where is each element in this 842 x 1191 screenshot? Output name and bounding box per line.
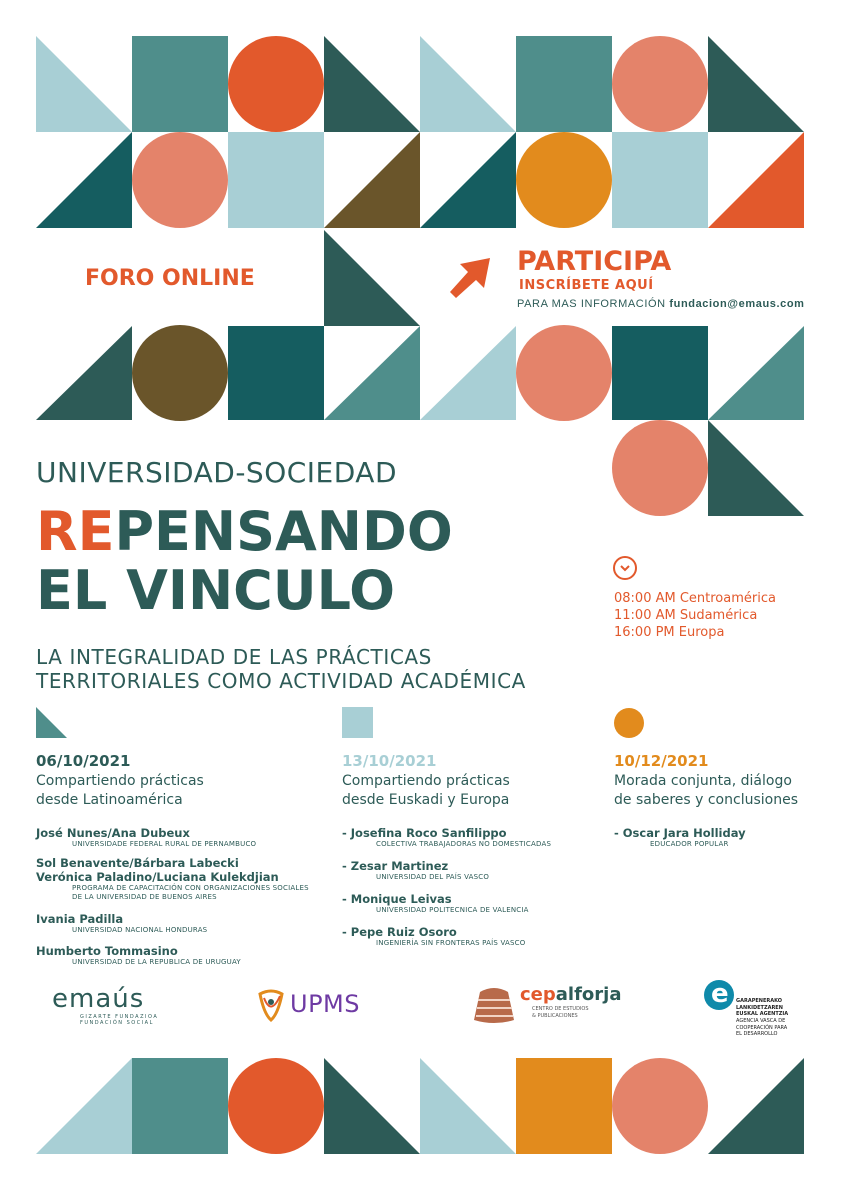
speaker-item [36,826,336,856]
speaker-name: - Monique Leivas [342,892,452,906]
square-shape [612,132,708,228]
session-1 [36,752,316,810]
square-shape [516,1058,612,1154]
session-desc: Compartiendo prácticas [342,773,510,789]
circle-shape [516,132,612,228]
title-rest: PENSANDO [114,500,453,563]
foro-online-label: FORO ONLINE [85,266,255,291]
email-link[interactable]: fundacion@emaus.com [669,298,805,310]
speaker-item [36,856,336,912]
circle-shape [612,420,708,516]
subtitle [36,645,526,693]
speaker-item [36,912,336,944]
pattern-side-svg [612,420,806,516]
speaker-name: - Oscar Jara Holliday [614,826,746,840]
circle-marker-icon [614,708,644,738]
circle-shape [516,325,612,421]
triangle-shape [324,132,420,228]
emaus-tagline: FUNDACIÓN SOCIAL [80,1020,154,1026]
triangle-shape [36,326,132,420]
session-desc: Morada conjunta, diálogo [614,773,792,789]
cepalforja-logo [470,982,622,1026]
circle-shape [132,132,228,228]
session-date: 10/12/2021 [614,752,709,770]
speaker-name: Sol Benavente/Bárbara Labecki [36,856,239,870]
speaker-name: - Josefina Roco Sanfilippo [342,826,507,840]
triangle-shape [708,36,804,132]
session-desc: de saberes y conclusiones [614,792,798,808]
page-title-line2: EL VINCULO [36,559,396,622]
basket-icon [470,982,518,1026]
speaker-name: Humberto Tommasino [36,944,178,958]
kicker: UNIVERSIDAD-SOCIEDAD [36,456,398,489]
triangle-shape [420,36,516,132]
speaker-list-2 [342,826,602,948]
speaker-item [614,826,814,849]
triangle-shape [708,132,804,228]
triangle-marker-icon [36,707,68,739]
agency-emblem-icon: e [704,980,734,1010]
page-title-line1 [36,500,453,563]
triangle-shape [324,36,420,132]
triangle-shape [420,1058,516,1154]
triangle-shape [324,326,420,420]
agency-logo [704,978,814,1038]
agency-name-eu [736,998,788,1018]
square-shape [228,132,324,228]
triangle-shape [420,326,516,420]
pattern-bottom-svg [0,1058,842,1154]
title-highlight: RE [36,500,115,563]
triangle-shape [36,132,132,228]
speaker-list-1 [36,826,336,967]
upms-wordmark: UPMS [290,990,360,1018]
session-date: 06/10/2021 [36,752,131,770]
triangle-shape [420,132,516,228]
subtitle-line: TERRITORIALES COMO ACTIVIDAD ACADÉMICA [36,669,526,693]
session-2 [342,752,602,810]
speaker-org: UNIVERSIDAD DEL PAÍS VASCO [376,873,490,881]
speaker-item [342,859,602,892]
time-europa: 16:00 PM Europa [614,625,725,640]
cepalforja-tag: CENTRO DE ESTUDIOS [532,1006,589,1012]
more-info [517,298,805,310]
triangle-shape [324,1058,420,1154]
speaker-item [36,944,336,967]
inscribete-link[interactable]: INSCRÍBETE AQUÍ [519,278,654,293]
time-centroamerica: 08:00 AM Centroamérica [614,591,776,606]
agency-line: LANKIDETZAREN [736,1004,783,1011]
more-info-label: PARA MAS INFORMACIÓN [517,298,666,310]
triangle-shape [324,230,420,326]
speaker-list-3 [614,826,814,849]
agency-name-es [736,1018,787,1038]
alforja-wordmark: alforja [555,984,622,1005]
circle-shape [228,36,324,132]
speaker-org: UNIVERSIDAD DE LA REPUBLICA DE URUGUAY [72,958,241,966]
agency-line: COOPERACIÓN PARA [736,1024,788,1031]
speaker-org: UNIVERSIDADE FEDERAL RURAL DE PERNAMBUCO [72,840,257,848]
schedule-times [614,590,776,641]
agency-line: EUSKAL AGENTZIA [736,1011,789,1017]
cep-wordmark: cep [520,984,556,1005]
session-3 [614,752,824,810]
speaker-org: DE LA UNIVERSIDAD DE BUENOS AIRES [72,893,217,901]
upms-emblem-icon [256,986,286,1022]
speaker-org: COLECTIVA TRABAJADORAS NO DOMESTICADAS [376,840,552,848]
triangle-shape [36,36,132,132]
clock-icon [613,556,637,580]
circle-shape [612,36,708,132]
speaker-org: PROGRAMA DE CAPACITACIÓN CON ORGANIZACIONES SOCIALES [72,884,309,892]
speaker-name: Ivania Padilla [36,912,124,926]
speaker-org: INGENIERÍA SIN FRONTERAS PAÍS VASCO [376,939,526,947]
participa-link[interactable]: PARTICIPA [517,246,672,277]
pattern-top-svg [0,0,842,430]
agency-line: AGENCIA VASCA DE [736,1018,786,1024]
circle-shape [132,325,228,421]
emaus-tagline: GIZARTE FUNDAZIOA [80,1014,159,1020]
cepalforja-tag: & PUBLICACIONES [532,1013,578,1019]
speaker-name: - Pepe Ruiz Osoro [342,925,457,939]
cepalforja-tagline [532,1006,589,1020]
emaus-wordmark: emaús [52,984,145,1014]
upms-logo [256,986,376,1022]
circle-shape [612,1058,708,1154]
speaker-org: EDUCADOR POPULAR [650,840,729,848]
square-shape [516,36,612,132]
square-shape [132,1058,228,1154]
speaker-org: UNIVERSIDAD POLITECNICA DE VALENCIA [376,906,529,914]
square-shape [612,326,708,420]
circle-shape [228,1058,324,1154]
triangle-shape [708,420,804,516]
emaus-logo [52,984,162,1026]
agency-line: EL DESARROLLO [736,1031,778,1037]
square-shape [132,36,228,132]
arrow-icon[interactable] [448,256,492,300]
speaker-item [342,925,602,948]
session-desc: Compartiendo prácticas [36,773,204,789]
square-marker-icon [342,707,373,738]
triangle-shape [36,1058,132,1154]
session-date: 13/10/2021 [342,752,437,770]
speaker-name: Verónica Paladino/Luciana Kulekdjian [36,870,279,884]
session-desc: desde Latinoamérica [36,792,183,808]
agency-line: GARAPENERAKO [736,998,782,1004]
triangle-shape [708,326,804,420]
square-shape [228,326,324,420]
speaker-name: - Zesar Martinez [342,859,449,873]
triangle-shape [708,1058,804,1154]
speaker-item [342,892,602,925]
speaker-name: José Nunes/Ana Dubeux [36,826,190,840]
session-desc: desde Euskadi y Europa [342,792,510,808]
subtitle-line: LA INTEGRALIDAD DE LAS PRÁCTICAS [36,645,432,669]
speaker-org: UNIVERSIDAD NACIONAL HONDURAS [72,926,208,934]
time-sudamerica: 11:00 AM Sudamérica [614,608,758,623]
speaker-item [342,826,602,859]
